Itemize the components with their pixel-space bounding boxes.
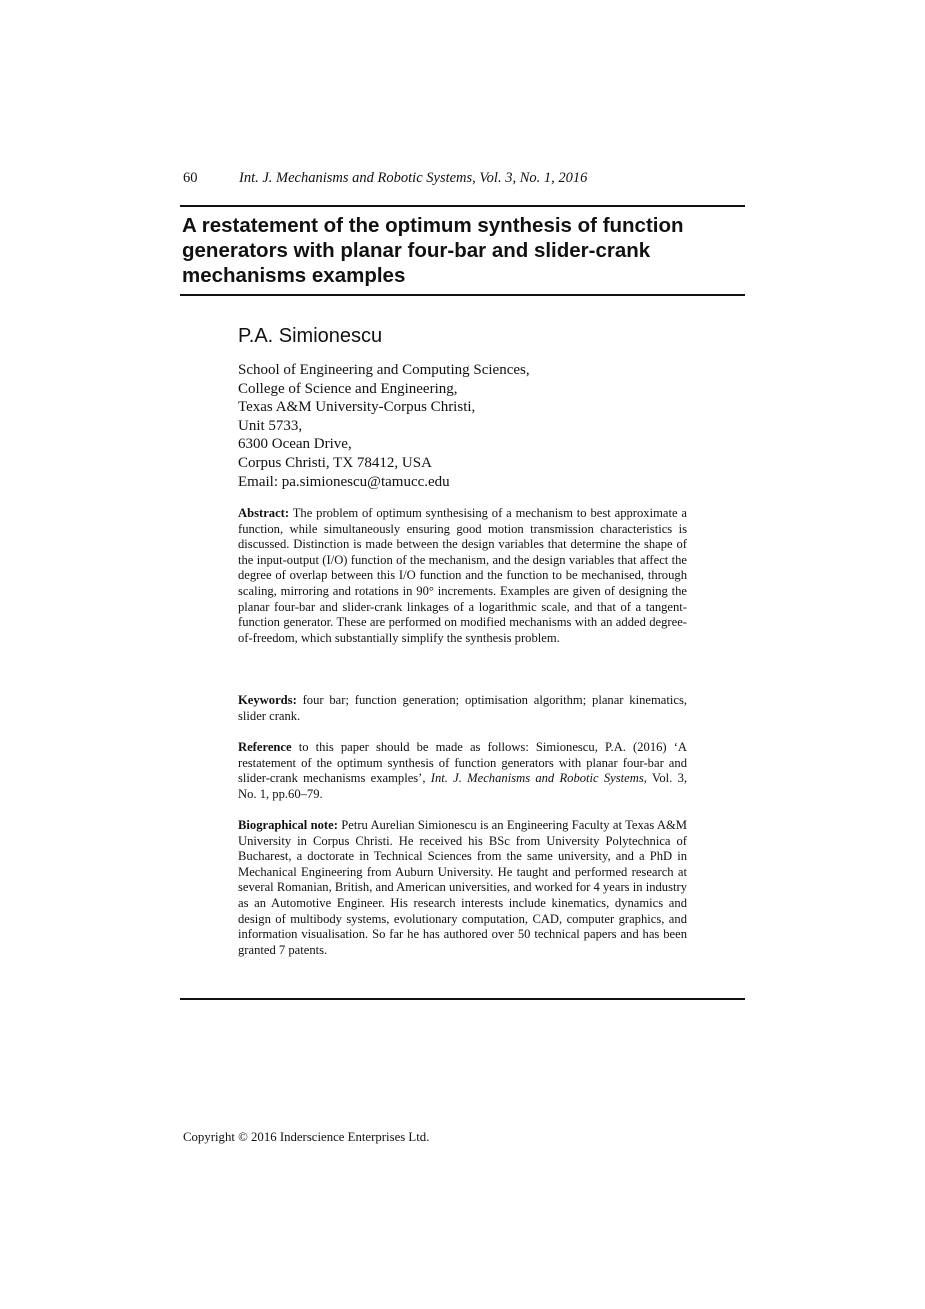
paper-title: A restatement of the optimum synthesis of function generators with planar four-bar and slider-crank mechanisms examples (182, 214, 684, 287)
copyright: Copyright © 2016 Inderscience Enterprises Ltd. (183, 1130, 430, 1144)
reference (238, 740, 687, 802)
affiliation-line: Corpus Christi, TX 78412, USA (238, 454, 432, 471)
reference-journal: Int. J. Mechanisms and Robotic Systems (430, 771, 644, 786)
abstract-text: The problem of optimum synthesising of a mechanism to best approximate a function, while simultaneously ensuring good motion transmission characteristics is discussed. Distinction is made between the design variables that determine the shape of the input-output (I/O) function of the mechanism, and the design variables that affect the degree of overlap between this I/O function and the function to be mechanised, through scaling, mirroring and rotations in 90° increments. Examples are given of designing the planar four-bar and slider-crank linkages of a logarithmic scale, and that of a tangent-function generator. These are performed on modified mechanisms with an added degree-of-freedom, which substantially simplify the synthesis problem. (238, 506, 688, 645)
author-name: P.A. Simionescu (238, 325, 383, 347)
affiliation-line: 6300 Ocean Drive, (238, 436, 352, 453)
running-head (183, 169, 743, 187)
bio-label: Biographical note: (238, 818, 338, 832)
keywords-text: four bar; function generation; optimisation algorithm; planar kinematics, slider crank. (238, 693, 687, 723)
title-bottom-rule (180, 294, 745, 296)
journal-citation: Int. J. Mechanisms and Robotic Systems, Vol. 3, No. 1, 2016 (239, 170, 588, 186)
bottom-rule (180, 998, 745, 1000)
abstract-label: Abstract: (238, 506, 290, 520)
affiliation-line: Texas A&M University-Corpus Christi, (238, 399, 476, 416)
title-top-rule (180, 205, 745, 207)
bio-text: Petru Aurelian Simionescu is an Engineering Faculty at Texas A&M University in Corpus Christi. He received his BSc from University Polytechnica of Bucharest, a doctorate in Technical Sciences from the same university, and a PhD in Mechanical Engineering from Auburn University. He taught and performed research at several Romanian, British, and American universities, and worked for 4 years in industry as an Automotive Engineer. His research interests include kinematics, dynamics and design of multibody systems, evolutionary computation, CAD, computer graphics, and information visualisation. So far he has authored over 50 technical papers and has been granted 7 patents. (238, 818, 688, 957)
abstract (238, 506, 687, 646)
affiliation-line: Unit 5733, (238, 417, 303, 434)
affiliation-line: College of Science and Engineering, (238, 380, 458, 397)
affiliation (238, 361, 688, 491)
keywords-label: Keywords: (238, 693, 297, 707)
affiliation-line: School of Engineering and Computing Sciences, (238, 362, 530, 378)
reference-details: , Vol. 3, No. 1, pp.60–79. (238, 771, 688, 801)
author-email: Email: pa.simionescu@tamucc.edu (238, 473, 450, 490)
keywords (238, 693, 687, 724)
reference-label: Reference (238, 740, 292, 754)
reference-text: to this paper should be made as follows: Simionescu, P.A. (2016) ‘A restatement of the optimum synthesis of function generators with planar four-bar and slider-crank mechanisms examples’, (238, 740, 687, 786)
page-number: 60 (183, 170, 198, 186)
biographical-note (238, 818, 687, 958)
